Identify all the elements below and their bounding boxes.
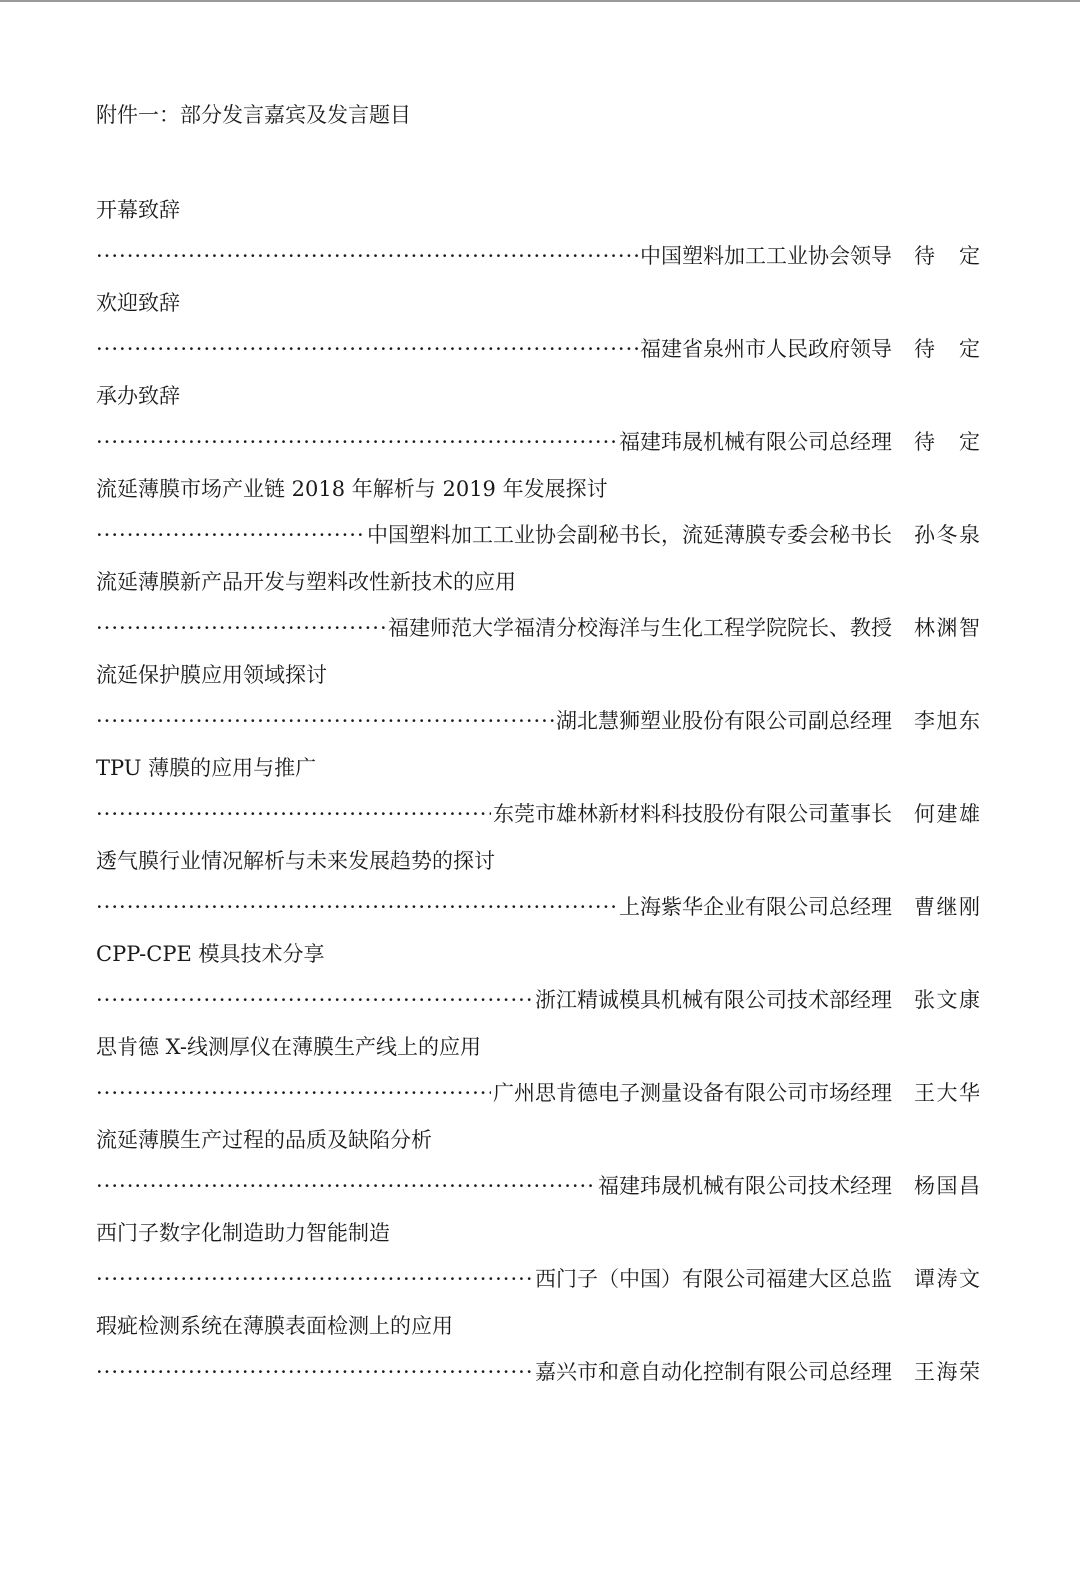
speaker-name: 谭涛文: [914, 1267, 980, 1291]
speaker-line: [96, 1349, 980, 1396]
speaker-line: [96, 698, 980, 745]
document-page: [96, 95, 980, 1396]
speech-topic: 流延薄膜市场产业链 2018 年解析与 2019 年发展探讨: [96, 477, 608, 501]
speech-topic: 承办致辞: [96, 384, 180, 408]
agenda-entry: [96, 1024, 980, 1117]
speaker-line: [96, 1163, 980, 1210]
speaker-name: 待定: [914, 244, 980, 268]
speech-topic: 流延薄膜新产品开发与塑料改性新技术的应用: [96, 570, 516, 594]
speaker-name: 待定: [914, 337, 980, 361]
speaker-organization: 福建玮晟机械有限公司总经理: [619, 430, 892, 454]
agenda-entry: [96, 652, 980, 745]
speech-topic: 流延薄膜生产过程的品质及缺陷分析: [96, 1128, 432, 1152]
speaker-organization: 福建玮晟机械有限公司技术经理: [598, 1174, 892, 1198]
speaker-organization: 浙江精诚模具机械有限公司技术部经理: [535, 988, 892, 1012]
speaker-organization: 嘉兴市和意自动化控制有限公司总经理: [535, 1360, 892, 1384]
speaker-name: 林渊智: [914, 616, 980, 640]
dot-leader: [96, 326, 638, 373]
speech-topic: 开幕致辞: [96, 198, 180, 222]
speaker-organization: 中国塑料加工工业协会领导: [640, 244, 892, 268]
dot-leader: [96, 884, 617, 931]
speaker-name: 李旭东: [914, 709, 980, 733]
speaker-line: [96, 233, 980, 280]
speaker-line: [96, 1070, 980, 1117]
speech-topic: 欢迎致辞: [96, 291, 180, 315]
dot-leader: [96, 1349, 533, 1396]
dot-leader: [96, 977, 533, 1024]
speech-topic: 思肯德 X-线测厚仪在薄膜生产线上的应用: [96, 1035, 481, 1059]
dot-leader: [96, 419, 617, 466]
dot-leader: [96, 1070, 491, 1117]
speaker-organization: 福建省泉州市人民政府领导: [640, 337, 892, 361]
agenda-entry: [96, 1210, 980, 1303]
speaker-name: 曹继刚: [914, 895, 980, 919]
speaker-line: [96, 791, 980, 838]
agenda-entry: [96, 373, 980, 466]
agenda-entry: [96, 1303, 980, 1396]
speaker-organization: 福建师范大学福清分校海洋与生化工程学院院长、教授: [388, 616, 892, 640]
speaker-name: 何建雄: [914, 802, 980, 826]
dot-leader: [96, 512, 365, 559]
speaker-name: 孙冬泉: [914, 523, 980, 547]
speech-topic: CPP-CPE 模具技术分享: [96, 942, 325, 966]
agenda-entry: [96, 187, 980, 280]
agenda-entry: [96, 1117, 980, 1210]
speaker-line: [96, 512, 980, 559]
speaker-organization: 上海紫华企业有限公司总经理: [619, 895, 892, 919]
speaker-line: [96, 326, 980, 373]
speaker-line: [96, 1256, 980, 1303]
agenda-entry: [96, 838, 980, 931]
speaker-organization: 中国塑料加工工业协会副秘书长，流延薄膜专委会秘书长: [367, 523, 892, 547]
dot-leader: [96, 1163, 596, 1210]
speaker-name: 王海荣: [914, 1360, 980, 1384]
dot-leader: [96, 1256, 533, 1303]
speech-topic: 透气膜行业情况解析与未来发展趋势的探讨: [96, 849, 495, 873]
speech-topic: TPU 薄膜的应用与推广: [96, 756, 317, 780]
speech-topic: 流延保护膜应用领域探讨: [96, 663, 327, 687]
agenda-entry: [96, 280, 980, 373]
speaker-line: [96, 977, 980, 1024]
dot-leader: [96, 791, 491, 838]
speech-topic: 西门子数字化制造助力智能制造: [96, 1221, 390, 1245]
speaker-name: 王大华: [914, 1081, 980, 1105]
agenda-entry: [96, 466, 980, 559]
speaker-organization: 广州思肯德电子测量设备有限公司市场经理: [493, 1081, 892, 1105]
agenda-entry: [96, 745, 980, 838]
speaker-organization: 湖北慧狮塑业股份有限公司副总经理: [556, 709, 892, 733]
top-border-line: [0, 0, 1080, 2]
speaker-name: 杨国昌: [914, 1174, 980, 1198]
dot-leader: [96, 698, 554, 745]
speaker-name: 待定: [914, 430, 980, 454]
attachment-heading: 附件一：部分发言嘉宾及发言题目: [96, 103, 411, 127]
speaker-name: 张文康: [914, 988, 980, 1012]
speaker-organization: 西门子（中国）有限公司福建大区总监: [535, 1267, 892, 1291]
speaker-organization: 东莞市雄林新材料科技股份有限公司董事长: [493, 802, 892, 826]
agenda-entry: [96, 559, 980, 652]
speaker-line: [96, 419, 980, 466]
dot-leader: [96, 605, 386, 652]
speaker-line: [96, 605, 980, 652]
agenda-entry: [96, 931, 980, 1024]
speaker-line: [96, 884, 980, 931]
dot-leader: [96, 233, 638, 280]
speech-topic: 瑕疵检测系统在薄膜表面检测上的应用: [96, 1314, 453, 1338]
